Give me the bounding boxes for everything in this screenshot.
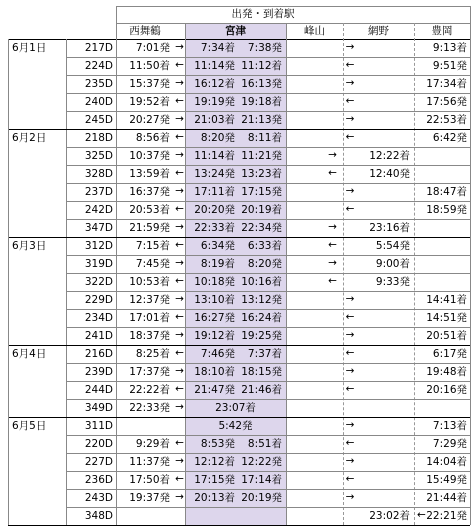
miyazu-departure: 8:20発 — [247, 258, 282, 270]
train-number: 220D — [84, 438, 113, 450]
miyazu-departure: 22:34発 — [241, 222, 282, 234]
miyazu-departure: 11:12着 — [241, 60, 282, 72]
arrow-mineyama: → — [328, 149, 337, 161]
toyooka-time: 18:59発 — [426, 204, 467, 216]
miyazu-arrival: 21:03着 — [194, 114, 235, 126]
miyazu-arrival: 21:47発 — [194, 384, 235, 396]
toyooka-time: 14:41着 — [426, 294, 467, 306]
arrow-west: → — [175, 293, 184, 305]
miyazu-departure: 10:16着 — [241, 276, 282, 288]
train-number: 328D — [84, 168, 113, 180]
date-label: 6月3日 — [12, 240, 47, 252]
miyazu-departure: 17:14着 — [241, 474, 282, 486]
miyazu-arrival: 8:53発 — [200, 438, 235, 450]
row-divider — [66, 147, 470, 148]
toyooka-time: 14:51発 — [426, 312, 467, 324]
train-number: 237D — [84, 186, 113, 198]
row-divider — [66, 111, 470, 112]
arrow-west: ← — [175, 239, 184, 251]
nishimaizuru-time: 11:37発 — [129, 456, 170, 468]
station-miyazu: 宮津 — [225, 25, 246, 37]
station-amino: 網野 — [368, 25, 389, 37]
miyazu-arrival: 7:34着 — [200, 42, 235, 54]
miyazu-departure: 17:15発 — [241, 186, 282, 198]
train-number: 218D — [84, 132, 113, 144]
row-divider — [66, 435, 470, 436]
miyazu-arrival: 13:10着 — [194, 294, 235, 306]
train-number: 227D — [84, 456, 113, 468]
miyazu-time: 23:07着 — [215, 402, 256, 414]
miyazu-arrival: 17:11着 — [194, 186, 235, 198]
train-number: 236D — [84, 474, 113, 486]
row-divider — [66, 201, 470, 202]
arrow-east: ← — [345, 347, 355, 359]
toyooka-time: 15:49発 — [426, 474, 467, 486]
arrow-west: → — [175, 77, 184, 89]
header-mid-line — [116, 23, 470, 24]
arrow-mineyama: → — [328, 221, 337, 233]
arrow-west: → — [175, 401, 184, 413]
arrow-mineyama: → — [328, 257, 337, 269]
amino-time: 23:16着 — [369, 222, 410, 234]
miyazu-departure: 19:25発 — [241, 330, 282, 342]
toyooka-time: 6:42発 — [432, 132, 467, 144]
toyooka-time: 9:13着 — [432, 42, 467, 54]
train-number: 235D — [84, 78, 113, 90]
arrow-west: ← — [175, 473, 184, 485]
train-number: 245D — [84, 114, 113, 126]
date-label: 6月2日 — [12, 132, 47, 144]
toyooka-time: 14:04着 — [426, 456, 467, 468]
vline-mineyama — [343, 23, 344, 525]
arrow-west: → — [175, 455, 184, 467]
train-number: 217D — [84, 42, 113, 54]
miyazu-arrival: 18:10着 — [194, 366, 235, 378]
arrow-west: ← — [175, 131, 184, 143]
row-divider — [66, 507, 470, 508]
arrow-east: → — [345, 41, 355, 53]
miyazu-departure: 19:18着 — [241, 96, 282, 108]
train-number: 242D — [84, 204, 113, 216]
arrow-west: ← — [175, 167, 184, 179]
train-number: 239D — [84, 366, 113, 378]
miyazu-departure: 16:24着 — [241, 312, 282, 324]
train-number: 322D — [84, 276, 113, 288]
toyooka-time: 17:56発 — [426, 96, 467, 108]
train-number: 347D — [84, 222, 113, 234]
toyooka-time: 20:51着 — [426, 330, 467, 342]
miyazu-departure: 13:23着 — [241, 168, 282, 180]
nishimaizuru-time: 7:01発 — [135, 42, 170, 54]
miyazu-departure: 13:12発 — [241, 294, 282, 306]
arrow-mineyama: ← — [328, 275, 337, 287]
arrow-west: → — [175, 365, 184, 377]
train-number: 216D — [84, 348, 113, 360]
miyazu-arrival: 19:19発 — [194, 96, 235, 108]
header-top-line — [116, 6, 470, 7]
miyazu-arrival: 6:34発 — [200, 240, 235, 252]
vline-left-edge — [8, 129, 9, 237]
nishimaizuru-time: 8:56着 — [135, 132, 170, 144]
row-divider — [66, 255, 470, 256]
nishimaizuru-time: 21:59発 — [129, 222, 170, 234]
miyazu-arrival: 16:12着 — [194, 78, 235, 90]
nishimaizuru-time: 10:53着 — [129, 276, 170, 288]
arrow-west: → — [175, 113, 184, 125]
nishimaizuru-time: 9:29着 — [135, 438, 170, 450]
arrow-west: ← — [175, 275, 184, 287]
miyazu-departure: 7:37着 — [247, 348, 282, 360]
miyazu-arrival: 10:18発 — [194, 276, 235, 288]
row-divider — [66, 453, 470, 454]
nishimaizuru-time: 20:53着 — [129, 204, 170, 216]
amino-time: 12:40発 — [369, 168, 410, 180]
train-number: 311D — [84, 420, 113, 432]
arrow-east: ← — [345, 473, 355, 485]
miyazu-arrival: 20:13着 — [194, 492, 235, 504]
row-divider — [66, 381, 470, 382]
nishimaizuru-time: 7:15着 — [135, 240, 170, 252]
row-divider — [66, 399, 470, 400]
train-timetable — [8, 6, 470, 525]
station-mineyama: 峰山 — [304, 25, 325, 37]
arrow-east: ← — [345, 203, 355, 215]
arrow-west: ← — [175, 347, 184, 359]
nishimaizuru-time: 17:50着 — [129, 474, 170, 486]
row-divider — [66, 327, 470, 328]
nishimaizuru-time: 18:37発 — [129, 330, 170, 342]
day-divider — [8, 129, 470, 130]
arrow-east: → — [345, 77, 355, 89]
row-divider — [66, 75, 470, 76]
toyooka-time: 7:13着 — [432, 420, 467, 432]
nishimaizuru-time: 22:22着 — [129, 384, 170, 396]
arrow-east: ← — [345, 437, 355, 449]
train-number: 243D — [84, 492, 113, 504]
station-toyooka: 豊岡 — [431, 25, 453, 37]
arrow-west: → — [175, 41, 184, 53]
nishimaizuru-time: 10:37発 — [129, 150, 170, 162]
nishimaizuru-time: 15:37発 — [129, 78, 170, 90]
train-number: 234D — [84, 312, 113, 324]
amino-time: 9:33発 — [375, 276, 410, 288]
toyooka-time: 17:34着 — [426, 78, 467, 90]
vline-miyazu-left — [185, 23, 186, 525]
nishimaizuru-time: 19:52着 — [129, 96, 170, 108]
miyazu-departure: 20:19着 — [241, 204, 282, 216]
day-divider — [8, 525, 470, 526]
vline-left-edge — [8, 39, 9, 129]
miyazu-arrival: 13:24発 — [194, 168, 235, 180]
train-number: 240D — [84, 96, 113, 108]
arrow-west: ← — [175, 383, 184, 395]
arrow-east: → — [345, 329, 355, 341]
row-divider — [66, 309, 470, 310]
arrow-east: ← — [345, 59, 355, 71]
arrow-east: ← — [345, 131, 355, 143]
miyazu-arrival: 16:27発 — [194, 312, 235, 324]
toyooka-time: 22:21発 — [426, 510, 467, 522]
nishimaizuru-time: 11:50着 — [129, 60, 170, 72]
miyazu-arrival: 8:20発 — [200, 132, 235, 144]
vline-amino — [414, 23, 415, 525]
nishimaizuru-time: 20:27発 — [129, 114, 170, 126]
toyooka-time: 20:16発 — [426, 384, 467, 396]
miyazu-departure: 11:21発 — [241, 150, 282, 162]
arrow-west: ← — [175, 203, 184, 215]
amino-time: 23:02着 — [369, 510, 410, 522]
toyooka-time: 7:29発 — [432, 438, 467, 450]
miyazu-arrival: 22:33着 — [194, 222, 235, 234]
arrow-east: → — [345, 185, 355, 197]
vline-train — [116, 6, 117, 525]
toyooka-time: 21:44着 — [426, 492, 467, 504]
row-divider — [66, 363, 470, 364]
row-divider — [66, 57, 470, 58]
miyazu-arrival: 19:12着 — [194, 330, 235, 342]
station-nishimaizuru: 西舞鶴 — [129, 25, 161, 37]
arrow-east: → — [345, 419, 355, 431]
header-group-title: 出発・到着駅 — [231, 8, 295, 20]
miyazu-departure: 7:38発 — [247, 42, 282, 54]
nishimaizuru-time: 22:33発 — [129, 402, 170, 414]
row-divider — [66, 471, 470, 472]
vline-miyazu-right — [286, 23, 287, 525]
miyazu-departure: 16:13発 — [241, 78, 282, 90]
toyooka-time: 6:17発 — [432, 348, 467, 360]
toyooka-time: 19:48着 — [426, 366, 467, 378]
miyazu-departure: 18:15発 — [241, 366, 282, 378]
vline-left-edge — [8, 417, 9, 525]
arrow-west: → — [175, 491, 184, 503]
date-label: 6月1日 — [12, 42, 47, 54]
arrow-east: → — [345, 491, 355, 503]
train-number: 325D — [84, 150, 113, 162]
miyazu-departure: 8:51着 — [247, 438, 282, 450]
miyazu-arrival: 12:12着 — [194, 456, 235, 468]
arrow-east: ← — [345, 311, 355, 323]
arrow-west: → — [175, 257, 184, 269]
arrow-east: → — [345, 113, 355, 125]
row-divider — [66, 273, 470, 274]
arrow-east: ← — [345, 383, 355, 395]
train-number: 224D — [84, 60, 113, 72]
row-divider — [66, 183, 470, 184]
miyazu-departure: 20:19発 — [241, 492, 282, 504]
miyazu-arrival: 8:19着 — [200, 258, 235, 270]
arrow-east: ← — [345, 95, 355, 107]
amino-time: 12:22着 — [369, 150, 410, 162]
arrow-west: → — [175, 221, 184, 233]
amino-time: 5:54発 — [375, 240, 410, 252]
miyazu-departure: 21:46着 — [241, 384, 282, 396]
date-label: 6月4日 — [12, 348, 47, 360]
arrow-mineyama: ← — [328, 167, 337, 179]
train-number: 312D — [84, 240, 113, 252]
miyazu-arrival: 11:14発 — [194, 60, 235, 72]
arrow-mineyama: ← — [328, 239, 337, 251]
arrow-west: ← — [175, 59, 184, 71]
row-divider — [66, 219, 470, 220]
row-divider — [66, 165, 470, 166]
arrow-west: → — [175, 185, 184, 197]
day-divider — [8, 237, 470, 238]
train-number: 229D — [84, 294, 113, 306]
arrow-east: → — [345, 455, 355, 467]
miyazu-arrival: 7:46発 — [200, 348, 235, 360]
train-number: 244D — [84, 384, 113, 396]
arrow-west: → — [175, 149, 184, 161]
arrow-amino-toyooka: ← — [417, 509, 426, 521]
miyazu-departure: 6:33着 — [247, 240, 282, 252]
arrow-west: ← — [175, 311, 184, 323]
vline-left-edge — [8, 345, 9, 417]
row-divider — [66, 93, 470, 94]
arrow-west: → — [175, 329, 184, 341]
train-number: 241D — [84, 330, 113, 342]
amino-time: 9:00着 — [375, 258, 410, 270]
toyooka-time: 18:47着 — [426, 186, 467, 198]
toyooka-time: 9:51発 — [432, 60, 467, 72]
nishimaizuru-time: 19:37発 — [129, 492, 170, 504]
arrow-west: ← — [175, 95, 184, 107]
nishimaizuru-time: 7:45発 — [135, 258, 170, 270]
train-number: 349D — [84, 402, 113, 414]
nishimaizuru-time: 8:25着 — [135, 348, 170, 360]
train-number: 348D — [84, 510, 113, 522]
miyazu-arrival: 17:15発 — [194, 474, 235, 486]
header-bottom-line — [8, 39, 470, 40]
day-divider — [8, 417, 470, 418]
miyazu-departure: 8:11着 — [247, 132, 282, 144]
nishimaizuru-time: 16:37発 — [129, 186, 170, 198]
miyazu-departure: 12:22発 — [241, 456, 282, 468]
row-divider — [66, 489, 470, 490]
nishimaizuru-time: 17:01着 — [129, 312, 170, 324]
miyazu-time: 5:42発 — [218, 420, 253, 432]
vline-left-edge — [8, 237, 9, 345]
miyazu-departure: 21:13発 — [241, 114, 282, 126]
date-label: 6月5日 — [12, 420, 47, 432]
train-number: 319D — [84, 258, 113, 270]
arrow-east: → — [345, 365, 355, 377]
nishimaizuru-time: 17:37発 — [129, 366, 170, 378]
nishimaizuru-time: 13:59着 — [129, 168, 170, 180]
nishimaizuru-time: 12:37発 — [129, 294, 170, 306]
miyazu-arrival: 11:14着 — [194, 150, 235, 162]
arrow-east: → — [345, 293, 355, 305]
miyazu-arrival: 20:20発 — [194, 204, 235, 216]
day-divider — [8, 345, 470, 346]
toyooka-time: 22:53着 — [426, 114, 467, 126]
arrow-west: ← — [175, 437, 184, 449]
row-divider — [66, 291, 470, 292]
